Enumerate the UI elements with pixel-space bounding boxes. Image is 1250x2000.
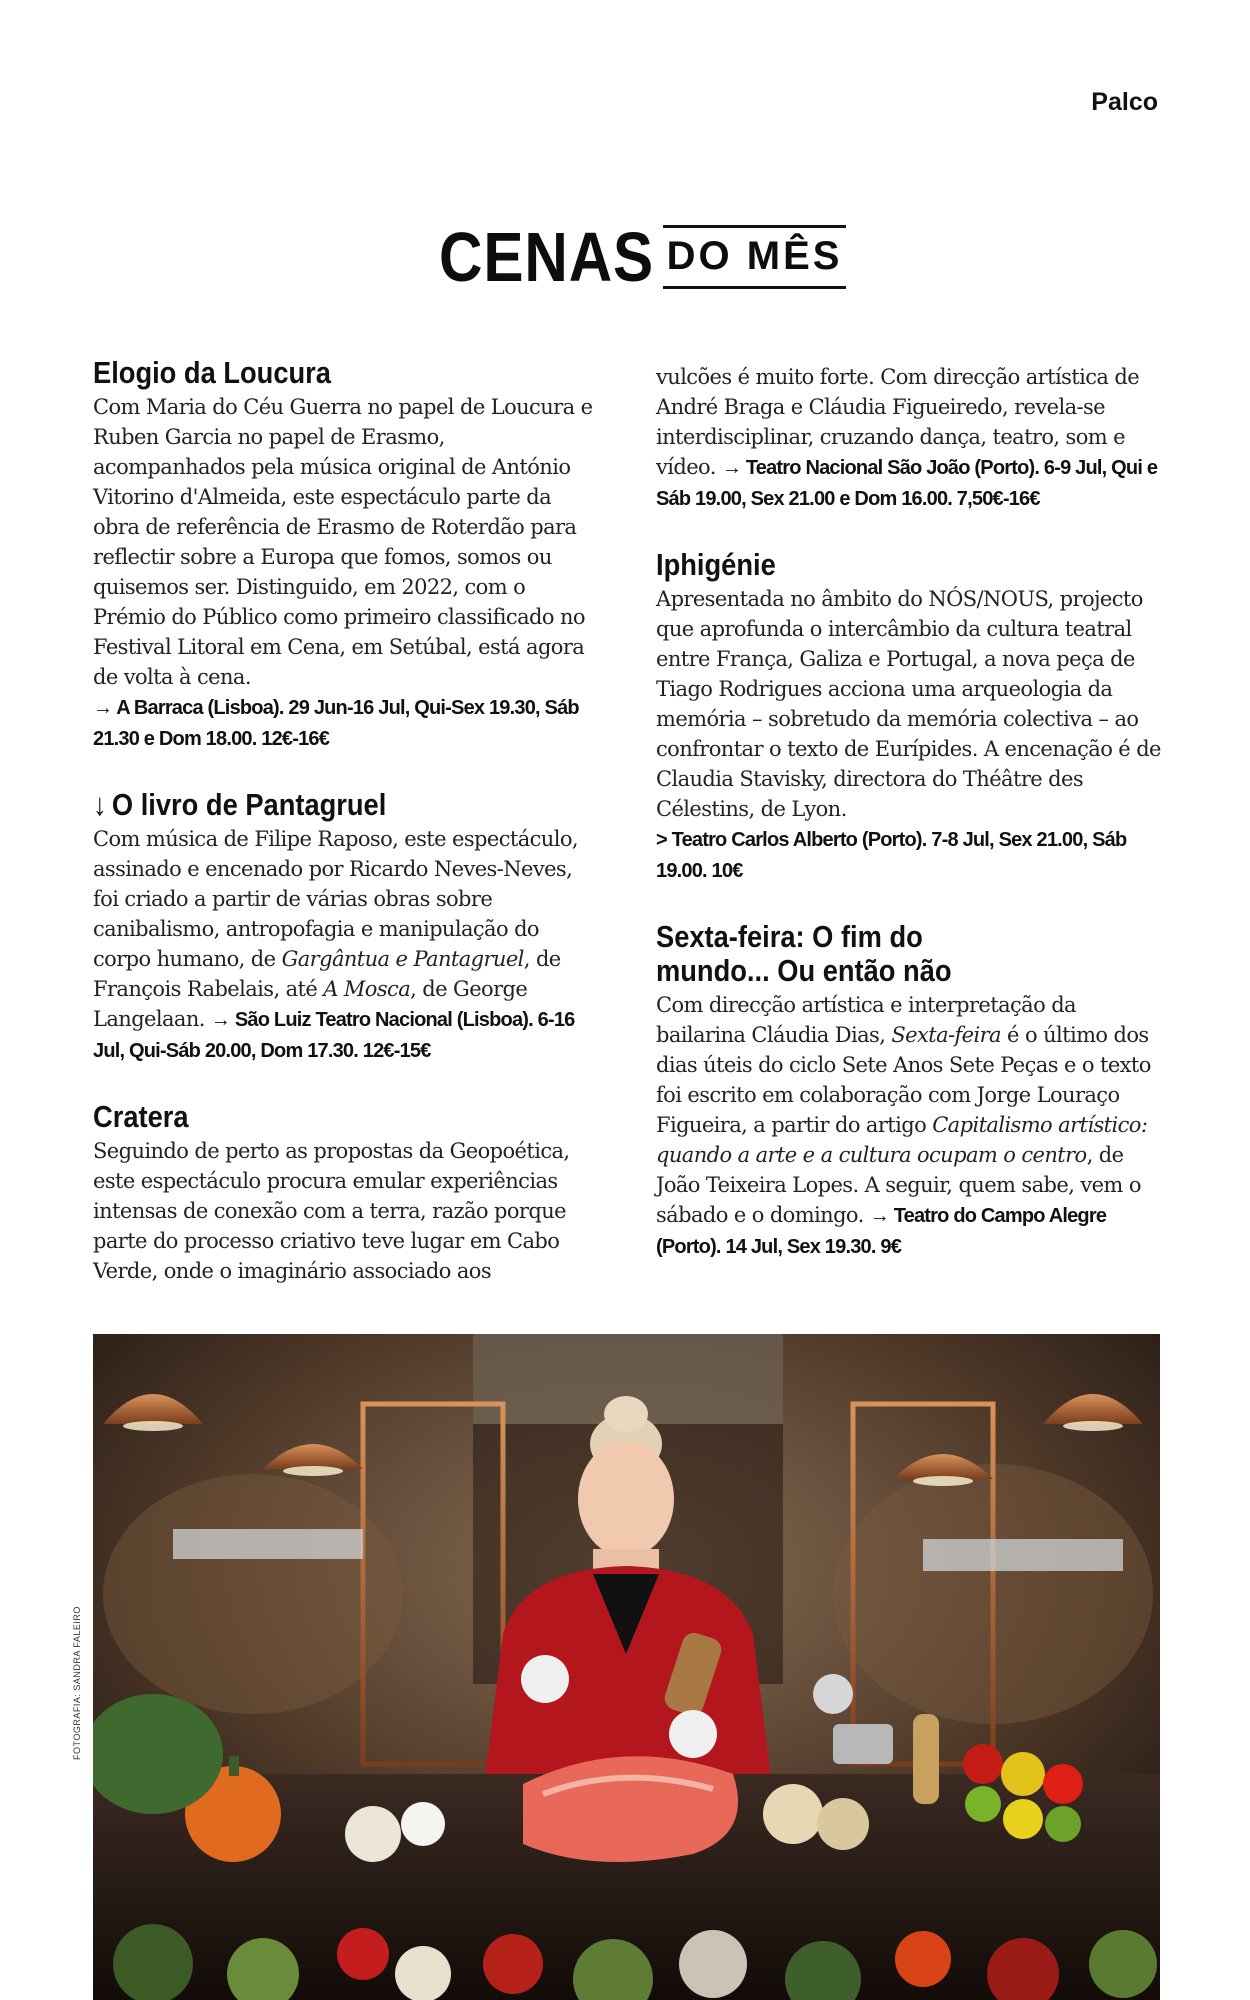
masthead-title: CENAS — [438, 218, 654, 296]
article-body: vulcões é muito forte. Com direcção artística de André Braga e Cláudia Figueiredo, revela-se interdisciplinar, cruzando dança, teatro, som e vídeo. → Teatro Nacional São João (Porto). 6-9 Jul, Qui e Sáb 19.00, Sex 21.00 e Dom 16.00. 7,50€-16€ — [656, 365, 1158, 510]
article-title: ↓ O livro de Pantagruel — [93, 787, 387, 822]
article-title: Elogio da Loucura — [93, 355, 331, 390]
event-info: → Teatro do Campo Alegre (Porto). 14 Jul, Sex 19.30. 9€ — [656, 1205, 1107, 1258]
photo-credit: FOTOGRAFIA: SANDRA FALEIRO — [72, 1606, 82, 1760]
article-body: Com direcção artística e interpretação da bailarina Cláudia Dias, Sexta-feira é o último dos dias úteis do ciclo Sete Anos Sete Peças e o texto foi escrito em colaboração com Jorge Louraço Figueira, a partir do artigo Capitalismo artístico: quando a arte e a cultura ocupam o centro, de João Teixeira Lopes. A seguir, quem sabe, vem o sábado e o domingo. → Teatro do Campo Alegre (Porto). 14 Jul, Sex 19.30. 9€ — [656, 993, 1151, 1258]
right-column — [656, 362, 1164, 1296]
stage-photo — [93, 1334, 1160, 2000]
article-iphigenie — [656, 548, 1164, 886]
left-column — [93, 356, 598, 1320]
article-body: Seguindo de perto as propostas da Geopoética, este espectáculo procura emular experiências intensas de conexão com a terra, razão porque parte do processo criativo teve lugar em Cabo Verde, onde o imaginário associado aos — [93, 1139, 570, 1283]
article-cratera — [93, 1100, 598, 1286]
article-sexta-feira — [656, 920, 1164, 1262]
article-cratera-continued — [656, 362, 1164, 514]
article-body: Com música de Filipe Raposo, este espectáculo, assinado e encenado por Ricardo Neves-Neves, foi criado a partir de várias obras sobre canibalismo, antropofagia e manipulação do corpo humano, de Gargântua e Pantagruel, de François Rabelais, até A Mosca, de George Langelaan. → São Luiz Teatro Nacional (Lisboa). 6-16 Jul, Qui-Sáb 20.00, Dom 17.30. 12€-15€ — [93, 827, 578, 1062]
article-body: Apresentada no âmbito do NÓS/NOUS, projecto que aprofunda o intercâmbio da cultura teatral entre França, Galiza e Portugal, a nova peça de Tiago Rodrigues acciona uma arqueologia da memória – sobretudo da memória colectiva – ao confrontar o texto de Eurípides. A encenação é de Claudia Stavisky, directora do Théâtre des Célestins, de Lyon. > Teatro Carlos Alberto (Porto). 7-8 Jul, Sex 21.00, Sáb 19.00. 10€ — [656, 587, 1161, 882]
article-title: Sexta-feira: O fim do mundo... Ou então não — [656, 919, 952, 988]
event-info: → A Barraca (Lisboa). 29 Jun-16 Jul, Qui-Sex 19.30, Sáb 21.30 e Dom 18.00. 12€-16€ — [93, 697, 579, 750]
article-title: Iphigénie — [656, 547, 776, 582]
arrow-down-icon: ↓ — [93, 787, 107, 822]
article-elogio-da-loucura — [93, 356, 598, 754]
event-info: → São Luiz Teatro Nacional (Lisboa). 6-16 Jul, Qui-Sáb 20.00, Dom 17.30. 12€-15€ — [93, 1009, 575, 1062]
event-info: > Teatro Carlos Alberto (Porto). 7-8 Jul, Sex 21.00, Sáb 19.00. 10€ — [656, 829, 1127, 882]
article-title: Cratera — [93, 1099, 189, 1134]
article-o-livro-de-pantagruel — [93, 788, 598, 1066]
section-label: Palco — [1091, 88, 1158, 116]
stage-photo-illustration — [93, 1334, 1160, 2000]
article-body: Com Maria do Céu Guerra no papel de Loucura e Ruben Garcia no papel de Erasmo, acompanhados pela música original de António Vitorino d'Almeida, este espectáculo parte da obra de referência de Erasmo de Roterdão para reflectir sobre a Europa que fomos, somos ou quisemos ser. Distinguido, em 2022, com o Prémio do Público como primeiro classificado no Festival Litoral em Cena, em Setúbal, está agora de volta à cena. → A Barraca (Lisboa). 29 Jun-16 Jul, Qui-Sex 19.30, Sáb 21.30 e Dom 18.00. 12€-16€ — [93, 395, 593, 750]
masthead — [0, 218, 1250, 296]
masthead-subtitle: DO MÊS — [663, 225, 847, 289]
event-info: → Teatro Nacional São João (Porto). 6-9 Jul, Qui e Sáb 19.00, Sex 21.00 e Dom 16.00. 7,50€-16€ — [656, 457, 1158, 510]
